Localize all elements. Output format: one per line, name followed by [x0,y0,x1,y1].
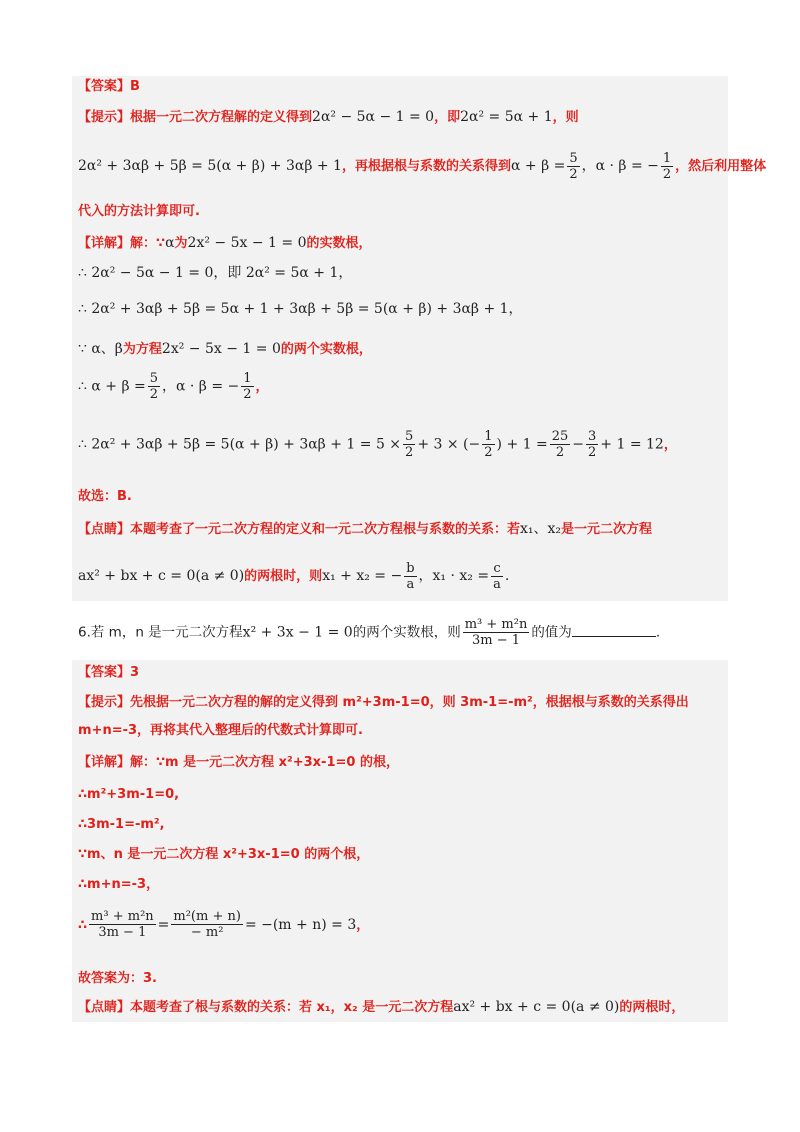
q6-final: 故答案为：3. [78,971,157,986]
q6-step4: ∴m+n=-3， [78,877,160,892]
q6-question: 6.若 m，n 是一元二次方程x² + 3x − 1 = 0的两个实数根，则 $\frac{\text{m³ + m²n}}{3m - 1}$ 的值为 . [78,617,661,648]
q5-step2: ∴ 2α² + 3αβ + 5β = 5α + 1 + 3αβ + 5β = 5(α + β) + 3αβ + 1， [78,301,523,317]
q6-step1: ∴m²+3m-1=0, [78,787,180,802]
q5-detail-line: 【详解】解：∵α为2x² − 5x − 1 = 0的实数根， [78,235,372,251]
q5-hint-line2: 2α² + 3αβ + 5β = 5(α + β) + 3αβ + 1，再根据根与系数的关系得到α + β = $\frac{5}{2}$ ，α · β = − $\frac{1}{2}$ ，然后利用整体 [78,151,767,182]
q6-comment: 【点睛】本题考查了根与系数的关系：若 x₁，x₂ 是一元二次方程ax² + bx + c = 0(a ≠ 0)的两根时， [78,999,685,1015]
q5-hint-line3: 代入的方法计算即可. [78,204,200,219]
q6-detail-line: 【详解】解：∵m 是一元二次方程 x²+3x-1=0 的根， [78,755,399,770]
q6-hint-line1: 【提示】先根据一元二次方程的解的定义得到 m²+3m-1=0，则 3m-1=-m²，根据根与系数的关系得出 [78,695,689,710]
q6-hint-line2: m+n=-3，再将其代入整理后的代数式计算即可. [78,723,363,738]
q6-solution-block [72,660,728,1022]
q6-step2: ∴3m-1=-m², [78,817,165,832]
q5-step5: ∴ 2α² + 3αβ + 5β = 5(α + β) + 3αβ + 1 = 5 × $\frac{5}{2}$ + 3 × (− $\frac{1}{2}$ ) + 1 = $\frac{25}{2}$ − $\frac{3}{2}$ + 1 = 12， [78,429,677,460]
q5-hint-line1: 【提示】根据一元二次方程解的定义得到2α² − 5α − 1 = 0，即2α² = 5α + 1，则 [78,109,579,125]
q6-step5: ∴ $\frac{\text{m³ + m²n}}{3m - 1}$ = $\frac{\text{m²(m + n)}}{\text{− m²}}$ = −(m + n) = 3， [78,909,370,940]
q5-comment-line1: 【点睛】本题考查了一元二次方程的定义和一元二次方程根与系数的关系：若x₁、x₂是一元二次方程 [78,521,653,537]
q5-answer: 【答案】B [78,79,140,94]
q6-answer: 【答案】3 [78,665,140,680]
q5-choice: 故选：B. [78,489,132,504]
q5-step4: ∴ α + β = $\frac{5}{2}$ ，α · β = − $\frac{1}{2}$ ， [78,371,269,402]
q6-step3: ∵m、n 是一元二次方程 x²+3x-1=0 的两个根， [78,847,370,862]
q5-step3: ∵ α、β为方程2x² − 5x − 1 = 0的两个实数根， [78,341,372,357]
q5-comment-line2: ax² + bx + c = 0(a ≠ 0)的两根时，则x₁ + x₂ = − $\frac{b}{a}$ ，x₁ · x₂ = $\frac{c}{a}$ . [78,561,510,592]
answer-blank [572,624,656,637]
q5-step1: ∴ 2α² − 5α − 1 = 0，即 2α² = 5α + 1， [78,265,353,281]
